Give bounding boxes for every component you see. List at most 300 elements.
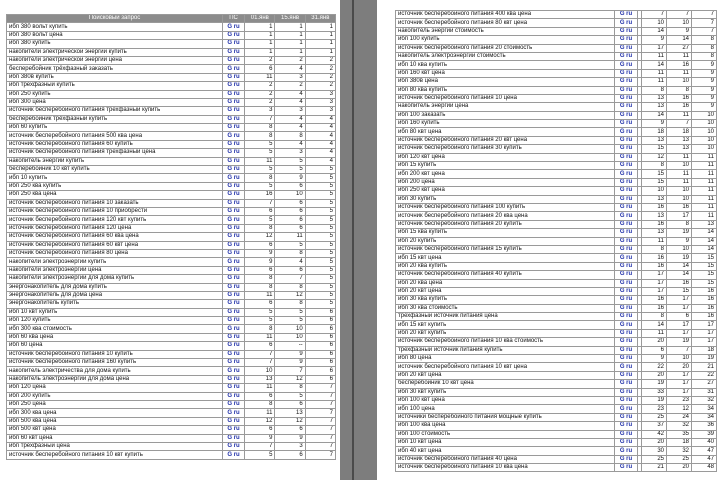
- position-cell-1: 2: [245, 56, 275, 64]
- search-engine-cell: G ru: [222, 207, 244, 215]
- position-cell-1: 22: [642, 363, 667, 371]
- position-cell-1: 14: [642, 111, 667, 119]
- query-cell: ибп 20 квт цена: [396, 287, 615, 295]
- query-cell: ибп 60 цена: [7, 342, 223, 350]
- query-cell: ибп 200 квт цена: [396, 170, 615, 178]
- position-cell-2: 1: [275, 31, 305, 39]
- query-cell: источник бесперебойного питания 10 квт цена: [396, 363, 615, 371]
- position-cell-2: 10: [667, 245, 692, 253]
- query-cell: ибп 100 цена: [396, 405, 615, 413]
- search-engine-cell: G ru: [615, 371, 638, 379]
- query-cell: ибп 20 купить: [396, 237, 615, 245]
- position-cell-1: 19: [642, 396, 667, 404]
- query-cell: ибп 10 квт цена: [396, 438, 615, 446]
- table-row: [7, 224, 336, 232]
- query-cell: источники бесперебойного питания мощные купить: [396, 413, 615, 421]
- position-cell-3: 2: [305, 73, 335, 81]
- position-cell-2: 15: [667, 287, 692, 295]
- position-cell-2: 2: [275, 82, 305, 90]
- search-engine-cell: G ru: [222, 249, 244, 257]
- query-cell: источник бесперебойного питания трехфазный цена: [7, 149, 223, 157]
- position-cell-3: 16: [692, 296, 717, 304]
- position-cell-2: 8: [667, 86, 692, 94]
- query-cell: накопители электрической энергии цена: [7, 56, 223, 64]
- position-cell-1: 13: [642, 103, 667, 111]
- position-cell-2: 6: [275, 266, 305, 274]
- position-cell-2: 1: [275, 48, 305, 56]
- query-cell: накопитель энергии купить: [7, 157, 223, 165]
- table-row: [7, 409, 336, 417]
- query-cell: ибп 80 цена: [396, 355, 615, 363]
- query-cell: ибп 250 купить: [7, 90, 223, 98]
- table-row: [7, 442, 336, 450]
- position-cell-1: 6: [245, 300, 275, 308]
- table-row: [396, 203, 717, 211]
- position-cell-2: 16: [667, 94, 692, 102]
- query-cell: накопитель электроэнергии стоимость: [396, 52, 615, 60]
- position-cell-1: 9: [642, 355, 667, 363]
- position-cell-1: 20: [642, 338, 667, 346]
- position-cell-1: 14: [642, 61, 667, 69]
- position-cell-2: 11: [667, 170, 692, 178]
- search-engine-cell: G ru: [615, 128, 638, 136]
- query-cell: источник бесперебойного питания 20 стоимость: [396, 44, 615, 52]
- query-cell: ибп 15 квт купить: [396, 321, 615, 329]
- position-cell-1: 11: [642, 78, 667, 86]
- position-cell-1: 23: [642, 405, 667, 413]
- position-cell-1: 5: [245, 308, 275, 316]
- position-cell-3: 5: [305, 275, 335, 283]
- position-cell-2: 13: [667, 136, 692, 144]
- search-engine-cell: G ru: [222, 115, 244, 123]
- header-date-2: 15.янв: [275, 15, 305, 23]
- search-engine-cell: G ru: [615, 195, 638, 203]
- position-cell-1: 8: [245, 224, 275, 232]
- table-row: [7, 367, 336, 375]
- position-cell-2: 8: [275, 384, 305, 392]
- query-cell: источник бесперебойного питания 160 купить: [7, 359, 223, 367]
- search-engine-cell: G ru: [615, 338, 638, 346]
- table-header-row: [7, 15, 336, 23]
- table-row: [7, 283, 336, 291]
- position-cell-3: 10: [692, 128, 717, 136]
- position-cell-1: 15: [642, 170, 667, 178]
- position-cell-1: 13: [642, 94, 667, 102]
- position-cell-3: 14: [692, 229, 717, 237]
- position-cell-3: 4: [305, 115, 335, 123]
- query-cell: ибп 160 купить: [396, 120, 615, 128]
- position-cell-1: 1: [245, 48, 275, 56]
- position-cell-1: 10: [642, 187, 667, 195]
- table-row: [7, 266, 336, 274]
- position-cell-1: 1: [245, 23, 275, 31]
- position-cell-3: 15: [692, 262, 717, 270]
- table-row: [7, 31, 336, 39]
- position-cell-3: 10: [692, 120, 717, 128]
- position-cell-1: 12: [642, 153, 667, 161]
- position-cell-3: 5: [305, 233, 335, 241]
- position-cell-2: 23: [667, 396, 692, 404]
- position-cell-2: 9: [275, 350, 305, 358]
- query-cell: ибп 500 ква цена: [7, 417, 223, 425]
- position-cell-3: 48: [692, 464, 717, 472]
- table-row: [396, 111, 717, 119]
- position-cell-1: 9: [245, 434, 275, 442]
- query-cell: источник бесперебойного питания 60 ква цена: [7, 233, 223, 241]
- position-cell-3: 9: [692, 69, 717, 77]
- search-engine-cell: G ru: [615, 86, 638, 94]
- query-cell: ибп 15 ква купить: [396, 229, 615, 237]
- position-cell-1: 10: [245, 367, 275, 375]
- query-cell: источник бесперебойного питания 60 купить: [7, 140, 223, 148]
- table-row: [396, 296, 717, 304]
- table-row: [7, 182, 336, 190]
- position-cell-1: 8: [245, 132, 275, 140]
- position-cell-1: 30: [642, 447, 667, 455]
- query-cell: ибп 20 ква купить: [396, 262, 615, 270]
- position-cell-3: 4: [305, 149, 335, 157]
- position-cell-2: 6: [275, 400, 305, 408]
- position-cell-1: 3: [245, 107, 275, 115]
- position-cell-3: 13: [692, 220, 717, 228]
- search-engine-cell: G ru: [615, 52, 638, 60]
- query-cell: ибп 20 квт цена: [396, 371, 615, 379]
- query-cell: источник бесперебойного питания 10 заказать: [7, 199, 223, 207]
- search-engine-cell: G ru: [615, 36, 638, 44]
- position-cell-3: 7: [305, 417, 335, 425]
- position-cell-1: 16: [642, 254, 667, 262]
- query-cell: ибп 60 квт цена: [7, 434, 223, 442]
- table-row: [396, 220, 717, 228]
- search-engine-cell: G ru: [222, 359, 244, 367]
- query-cell: ибп трехфазный купить: [7, 82, 223, 90]
- position-cell-3: 9: [692, 61, 717, 69]
- position-cell-3: 1: [305, 31, 335, 39]
- position-cell-1: 11: [245, 157, 275, 165]
- position-cell-3: 34: [692, 405, 717, 413]
- position-cell-1: 5: [245, 149, 275, 157]
- position-cell-1: 8: [245, 124, 275, 132]
- search-engine-cell: G ru: [615, 413, 638, 421]
- table-row: [7, 207, 336, 215]
- search-engine-cell: G ru: [615, 11, 638, 19]
- table-row: [7, 191, 336, 199]
- position-cell-2: 16: [667, 61, 692, 69]
- position-cell-2: 4: [275, 140, 305, 148]
- position-cell-2: 4: [275, 65, 305, 73]
- position-cell-2: 32: [667, 447, 692, 455]
- table-row: [7, 90, 336, 98]
- position-cell-3: 11: [692, 170, 717, 178]
- query-cell: ибп 300 ква стоимость: [7, 325, 223, 333]
- table-row: [396, 447, 717, 455]
- position-cell-2: 13: [667, 145, 692, 153]
- query-cell: ибп 10 ква купить: [396, 61, 615, 69]
- position-cell-2: 18: [667, 438, 692, 446]
- position-cell-3: 1: [305, 23, 335, 31]
- table-row: [7, 384, 336, 392]
- position-cell-2: 9: [667, 27, 692, 35]
- position-cell-3: 7: [305, 426, 335, 434]
- position-cell-2: 8: [275, 249, 305, 257]
- position-cell-1: 2: [245, 90, 275, 98]
- query-cell: ибп 250 ква цена: [7, 191, 223, 199]
- position-cell-3: 8: [692, 52, 717, 60]
- table-row: [396, 380, 717, 388]
- position-cell-2: 14: [667, 262, 692, 270]
- query-cell: источник бесперебойного питания 40 цена: [396, 455, 615, 463]
- position-cell-2: 17: [667, 212, 692, 220]
- position-cell-2: 9: [275, 434, 305, 442]
- header-query: Поисковый запрос: [7, 15, 223, 23]
- position-cell-1: 1: [245, 40, 275, 48]
- position-cell-2: 16: [667, 103, 692, 111]
- query-cell: накопители электроэнергии для дома купить: [7, 275, 223, 283]
- query-cell: источник бесперебойного питания 80 квт цена: [396, 19, 615, 27]
- table-row: [396, 396, 717, 404]
- position-cell-2: 8: [275, 300, 305, 308]
- table-row: [396, 94, 717, 102]
- table-row: [7, 350, 336, 358]
- position-cell-2: 6: [275, 224, 305, 232]
- table-row: [396, 388, 717, 396]
- position-cell-1: 11: [642, 52, 667, 60]
- search-engine-cell: G ru: [222, 166, 244, 174]
- table-row: [396, 254, 717, 262]
- position-cell-2: 17: [667, 329, 692, 337]
- query-cell: источник бесперебойного питания 10 купить: [7, 350, 223, 358]
- position-cell-2: 10: [667, 78, 692, 86]
- position-cell-2: 17: [667, 304, 692, 312]
- position-cell-3: 40: [692, 438, 717, 446]
- position-cell-2: 5: [275, 308, 305, 316]
- position-cell-2: 12: [275, 375, 305, 383]
- position-cell-2: 7: [275, 367, 305, 375]
- position-cell-1: 16: [642, 203, 667, 211]
- query-cell: ибп 10 купить: [7, 174, 223, 182]
- position-cell-1: 9: [642, 36, 667, 44]
- search-engine-cell: G ru: [615, 61, 638, 69]
- position-cell-3: 4: [305, 157, 335, 165]
- table-row: [396, 279, 717, 287]
- position-cell-2: 17: [667, 371, 692, 379]
- position-cell-2: 10: [667, 355, 692, 363]
- position-cell-1: 14: [642, 27, 667, 35]
- table-row: [396, 371, 717, 379]
- position-cell-2: 5: [275, 157, 305, 165]
- keyword-table-right: [395, 10, 717, 472]
- query-cell: источник бесперебойного питания 60 квт цена: [7, 241, 223, 249]
- search-engine-cell: G ru: [222, 333, 244, 341]
- position-cell-1: 9: [245, 258, 275, 266]
- position-cell-1: 15: [642, 145, 667, 153]
- query-cell: источник бесперебойного питания 80 цена: [7, 249, 223, 257]
- table-row: [7, 417, 336, 425]
- position-cell-1: 16: [642, 296, 667, 304]
- search-engine-cell: G ru: [615, 287, 638, 295]
- position-cell-3: 5: [305, 182, 335, 190]
- query-cell: ибп 30 квт купить: [396, 388, 615, 396]
- position-cell-3: 5: [305, 291, 335, 299]
- search-engine-cell: G ru: [222, 199, 244, 207]
- table-row: [396, 170, 717, 178]
- position-cell-1: 8: [642, 162, 667, 170]
- table-row: [7, 241, 336, 249]
- query-cell: накопители электроэнергии цена: [7, 266, 223, 274]
- table-row: [7, 174, 336, 182]
- table-row: [396, 338, 717, 346]
- table-row: [396, 455, 717, 463]
- position-cell-2: 27: [667, 44, 692, 52]
- search-engine-cell: G ru: [222, 73, 244, 81]
- query-cell: трехфазный источник питания цена: [396, 313, 615, 321]
- position-cell-3: 10: [692, 145, 717, 153]
- position-cell-3: 5: [305, 207, 335, 215]
- query-cell: ибп 10 квт купить: [7, 308, 223, 316]
- table-row: [396, 287, 717, 295]
- position-cell-2: 24: [667, 413, 692, 421]
- search-engine-cell: G ru: [615, 464, 638, 472]
- position-cell-3: 27: [692, 380, 717, 388]
- position-cell-3: 6: [305, 342, 335, 350]
- header-date-3: 31.янв: [305, 15, 335, 23]
- query-cell: ибп 15 квт цена: [396, 254, 615, 262]
- position-cell-3: 5: [305, 199, 335, 207]
- table-row: [7, 325, 336, 333]
- position-cell-1: 5: [245, 166, 275, 174]
- position-cell-2: 10: [667, 162, 692, 170]
- table-row: [7, 291, 336, 299]
- table-row: [7, 56, 336, 64]
- query-cell: ибп 380 вольт цена: [7, 31, 223, 39]
- position-cell-1: 5: [245, 317, 275, 325]
- search-engine-cell: G ru: [222, 451, 244, 459]
- query-cell: энергонакопитель купить: [7, 300, 223, 308]
- position-cell-2: 7: [667, 120, 692, 128]
- position-cell-1: 5: [245, 451, 275, 459]
- search-engine-cell: G ru: [222, 56, 244, 64]
- table-row: [396, 329, 717, 337]
- query-cell: трехфазный источник питания купить: [396, 346, 615, 354]
- query-cell: ибп 380в цена: [396, 78, 615, 86]
- position-cell-2: 19: [667, 338, 692, 346]
- search-engine-cell: G ru: [222, 124, 244, 132]
- position-cell-1: 37: [642, 422, 667, 430]
- position-cell-3: 2: [305, 56, 335, 64]
- position-cell-3: 4: [305, 140, 335, 148]
- query-cell: ибп 200 купить: [7, 392, 223, 400]
- position-cell-3: 5: [305, 216, 335, 224]
- query-cell: ибп 30 ква купить: [396, 296, 615, 304]
- position-cell-2: 11: [667, 178, 692, 186]
- spreadsheet-page-left: [0, 0, 340, 480]
- position-cell-1: 6: [642, 346, 667, 354]
- query-cell: ибп 30 ква стоимость: [396, 304, 615, 312]
- search-engine-cell: G ru: [222, 275, 244, 283]
- search-engine-cell: G ru: [222, 23, 244, 31]
- search-engine-cell: G ru: [615, 405, 638, 413]
- query-cell: ибп 30 купить: [396, 195, 615, 203]
- table-row: [396, 229, 717, 237]
- table-row: [7, 308, 336, 316]
- search-engine-cell: G ru: [222, 174, 244, 182]
- position-cell-1: 8: [642, 313, 667, 321]
- query-cell: ибп 120 купить: [7, 317, 223, 325]
- table-row: [396, 11, 717, 19]
- table-row: [7, 451, 336, 459]
- position-cell-3: 11: [692, 203, 717, 211]
- position-cell-3: 7: [305, 400, 335, 408]
- position-cell-2: 11: [667, 69, 692, 77]
- position-cell-3: 16: [692, 304, 717, 312]
- position-cell-1: 17: [642, 287, 667, 295]
- position-cell-3: 7: [305, 434, 335, 442]
- position-cell-2: 20: [667, 464, 692, 472]
- query-cell: накопители электроэнергии купить: [7, 258, 223, 266]
- position-cell-2: 5: [275, 392, 305, 400]
- position-cell-2: 12: [275, 291, 305, 299]
- table-row: [396, 245, 717, 253]
- position-cell-3: 34: [692, 413, 717, 421]
- position-cell-2: 10: [275, 325, 305, 333]
- position-cell-1: 17: [642, 44, 667, 52]
- query-cell: ибп 15 купить: [396, 162, 615, 170]
- query-cell: источник бесперебойного питания 10 приобрести: [7, 207, 223, 215]
- table-row: [7, 258, 336, 266]
- search-engine-cell: G ru: [222, 149, 244, 157]
- position-cell-3: 10: [692, 136, 717, 144]
- position-cell-3: 8: [692, 44, 717, 52]
- position-cell-1: 11: [245, 409, 275, 417]
- position-cell-3: 5: [305, 174, 335, 182]
- search-engine-cell: G ru: [615, 111, 638, 119]
- search-engine-cell: G ru: [615, 153, 638, 161]
- query-cell: источник бесперебойного питания 100 купить: [396, 203, 615, 211]
- search-engine-cell: G ru: [615, 430, 638, 438]
- table-row: [396, 271, 717, 279]
- position-cell-1: 13: [642, 136, 667, 144]
- position-cell-2: 9: [667, 237, 692, 245]
- table-row: [7, 359, 336, 367]
- position-cell-3: 6: [305, 367, 335, 375]
- header-date-1: 01.янв: [245, 15, 275, 23]
- position-cell-3: 47: [692, 447, 717, 455]
- search-engine-cell: G ru: [615, 245, 638, 253]
- search-engine-cell: G ru: [222, 182, 244, 190]
- position-cell-2: 9: [275, 359, 305, 367]
- table-row: [7, 392, 336, 400]
- search-engine-cell: G ru: [615, 279, 638, 287]
- position-cell-1: 5: [245, 216, 275, 224]
- position-cell-2: 19: [667, 254, 692, 262]
- search-engine-cell: G ru: [222, 82, 244, 90]
- query-cell: энергонакопитель для дома купить: [7, 283, 223, 291]
- table-row: [7, 40, 336, 48]
- search-engine-cell: G ru: [222, 233, 244, 241]
- position-cell-1: 17: [642, 271, 667, 279]
- position-cell-1: 8: [642, 86, 667, 94]
- position-cell-3: 6: [305, 333, 335, 341]
- search-engine-cell: G ru: [222, 342, 244, 350]
- position-cell-1: 6: [245, 241, 275, 249]
- keyword-table-left: [6, 14, 336, 460]
- query-cell: накопитель энергии цена: [396, 103, 615, 111]
- position-cell-3: 17: [692, 338, 717, 346]
- position-cell-1: 6: [245, 342, 275, 350]
- table-row: [7, 48, 336, 56]
- position-cell-1: 7: [642, 11, 667, 19]
- query-cell: источник бесперебойного питания 10 цена: [396, 94, 615, 102]
